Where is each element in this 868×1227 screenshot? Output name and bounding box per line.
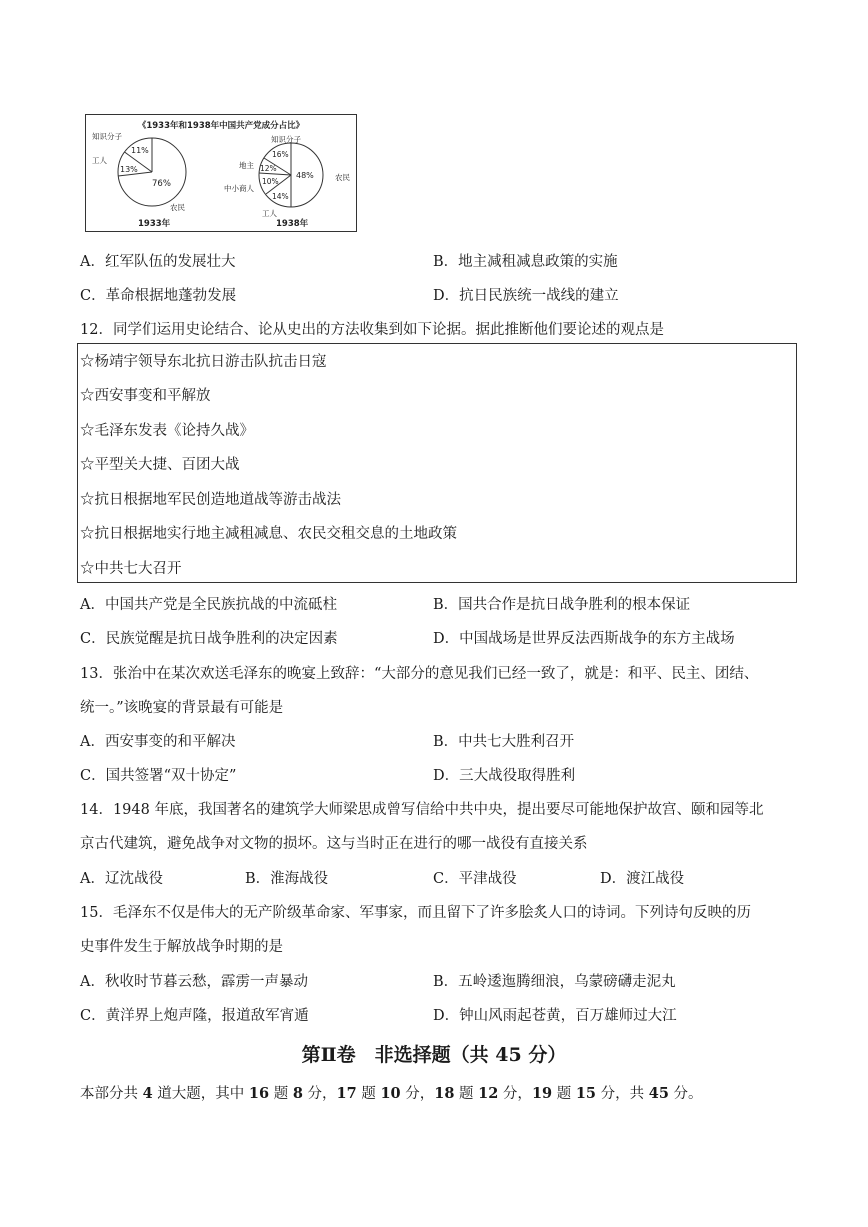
note-number: 45 [648,1085,669,1102]
section-2-title [0,1042,868,1068]
pie-chart-figure [85,114,357,232]
note-part: 分， [302,1086,337,1102]
pie-1933-peasant-label: 农民 [170,203,185,212]
q15-option-a: A．秋收时节暮云愁，霹雳一声暴动 [80,974,308,990]
q15-stem-line-1: 15．毛泽东不仅是伟大的无产阶级革命家、军事家，而且留下了许多脍炙人口的诗词。下列诗句反映的历 [80,905,751,921]
note-part: 分。 [668,1086,703,1102]
q12-option-b: B．国共合作是抗日战争胜利的根本保证 [433,597,691,613]
pie-1933-year: 1933年 [138,219,171,229]
pie-1933-intellectual-pct: 11% [131,146,149,155]
pie-1938-worker-label: 工人 [262,209,277,218]
q13-stem-line-1: 13．张治中在某次欢送毛泽东的晚宴上致辞：“大部分的意见我们已经一致了，就是：和平、民主、团结、 [80,666,759,682]
note-part: 题 [552,1086,576,1102]
pie-1938-landlord-pct: 12% [260,164,277,173]
pie-1938-landlord-label: 地主 [239,161,254,170]
note-number: 19 [531,1085,553,1102]
q14-option-b: B．淮海战役 [245,871,329,887]
pie-1938-intellectual-pct: 16% [272,150,289,159]
q15-stem-line-2: 史事件发生于解放战争时期的是 [80,939,283,955]
pie-1938-merchant-pct: 10% [262,177,279,186]
note-number: 16 [248,1085,270,1102]
figure-title: 《1933年和1938年中国共产党成分占比》 [137,121,305,131]
q11-option-b: B．地主减租减息政策的实施 [433,254,618,270]
q12-evidence-1: ☆杨靖宇领导东北抗日游击队抗击日寇 [80,354,327,370]
pie-1938-worker-pct: 14% [272,192,289,201]
q13-option-c: C．国共签署“双十协定” [80,768,237,784]
note-number: 8 [292,1085,303,1102]
pie-1933 [92,131,186,229]
q14-stem-line-1: 14．1948 年底，我国著名的建筑学大师梁思成曾写信给中共中央，提出要尽可能地保护故宫、颐和园等北 [80,802,764,818]
q11-option-c: C．革命根据地蓬勃发展 [80,288,237,304]
q12-evidence-7: ☆中共七大召开 [80,561,182,577]
section-2-title-text: 第Ⅱ卷 非选择题（共 [301,1044,496,1066]
q14-option-c: C．平津战役 [433,871,517,887]
pie-charts-svg [86,115,356,231]
q12-stem: 12．同学们运用史论结合、论从史出的方法收集到如下论据。据此推断他们要论述的观点是 [80,322,664,338]
note-part: 分， [400,1086,435,1102]
pie-1938 [224,134,350,229]
q15-option-d: D．钟山风雨起苍黄，百万雄师过大江 [433,1008,677,1024]
note-number: 18 [434,1085,455,1102]
q14-option-d: D．渡江战役 [600,871,685,887]
pie-1933-intellectual-label: 知识分子 [92,132,122,141]
pie-1938-year: 1938年 [276,219,309,229]
pie-1933-worker-pct: 13% [120,165,138,174]
note-number: 12 [478,1085,499,1102]
q14-stem-line-2: 京古代建筑，避免战争对文物的损坏。这与当时正在进行的哪一战役有直接关系 [80,836,588,852]
pie-1933-peasant-pct: 76% [152,179,171,189]
note-number: 17 [336,1085,357,1102]
pie-1933-worker-label: 工人 [92,156,107,165]
note-part: 道大题，其中 [152,1086,249,1102]
q12-evidence-6: ☆抗日根据地实行地主减租减息、农民交租交息的土地政策 [80,526,457,542]
section-2-title-tail: 分） [521,1044,567,1066]
note-number: 4 [142,1085,153,1102]
note-part: 题 [454,1086,479,1102]
note-part: 题 [356,1086,381,1102]
q11-option-a: A．红军队伍的发展壮大 [80,254,236,270]
q15-option-b: B．五岭逶迤腾细浪，乌蒙磅礴走泥丸 [433,974,676,990]
section-2-title-score: 45 [495,1044,522,1066]
q12-option-d: D．中国战场是世界反法西斯战争的东方主战场 [433,631,735,647]
q13-option-a: A．西安事变的和平解决 [80,734,236,750]
q15-option-c: C．黄洋界上炮声隆，报道敌军宵遁 [80,1008,309,1024]
note-part: 本部分共 [80,1086,143,1102]
q11-option-d: D．抗日民族统一战线的建立 [433,288,619,304]
q12-evidence-3: ☆毛泽东发表《论持久战》 [80,423,254,439]
q14-option-a: A．辽沈战役 [80,871,163,887]
pie-1938-intellectual-label: 知识分子 [271,135,301,144]
note-number: 15 [575,1085,597,1102]
q12-option-c: C．民族觉醒是抗日战争胜利的决定因素 [80,631,338,647]
q13-option-b: B．中共七大胜利召开 [433,734,575,750]
q12-evidence-4: ☆平型关大捷、百团大战 [80,457,240,473]
q12-evidence-2: ☆西安事变和平解放 [80,388,211,404]
note-part: 分，共 [596,1086,649,1102]
note-part: 题 [269,1086,293,1102]
pie-1938-merchant-label: 中小商人 [224,184,254,193]
q13-option-d: D．三大战役取得胜利 [433,768,576,784]
pie-1938-peasant-pct: 48% [296,171,314,180]
q13-stem-line-2: 统一。”该晚宴的背景最有可能是 [80,700,284,716]
note-number: 10 [380,1085,401,1102]
q12-option-a: A．中国共产党是全民族抗战的中流砥柱 [80,597,337,613]
section-2-note [80,1084,703,1104]
q12-evidence-5: ☆抗日根据地军民创造地道战等游击战法 [80,492,341,508]
pie-1938-peasant-label: 农民 [335,173,350,182]
note-part: 分， [498,1086,532,1102]
